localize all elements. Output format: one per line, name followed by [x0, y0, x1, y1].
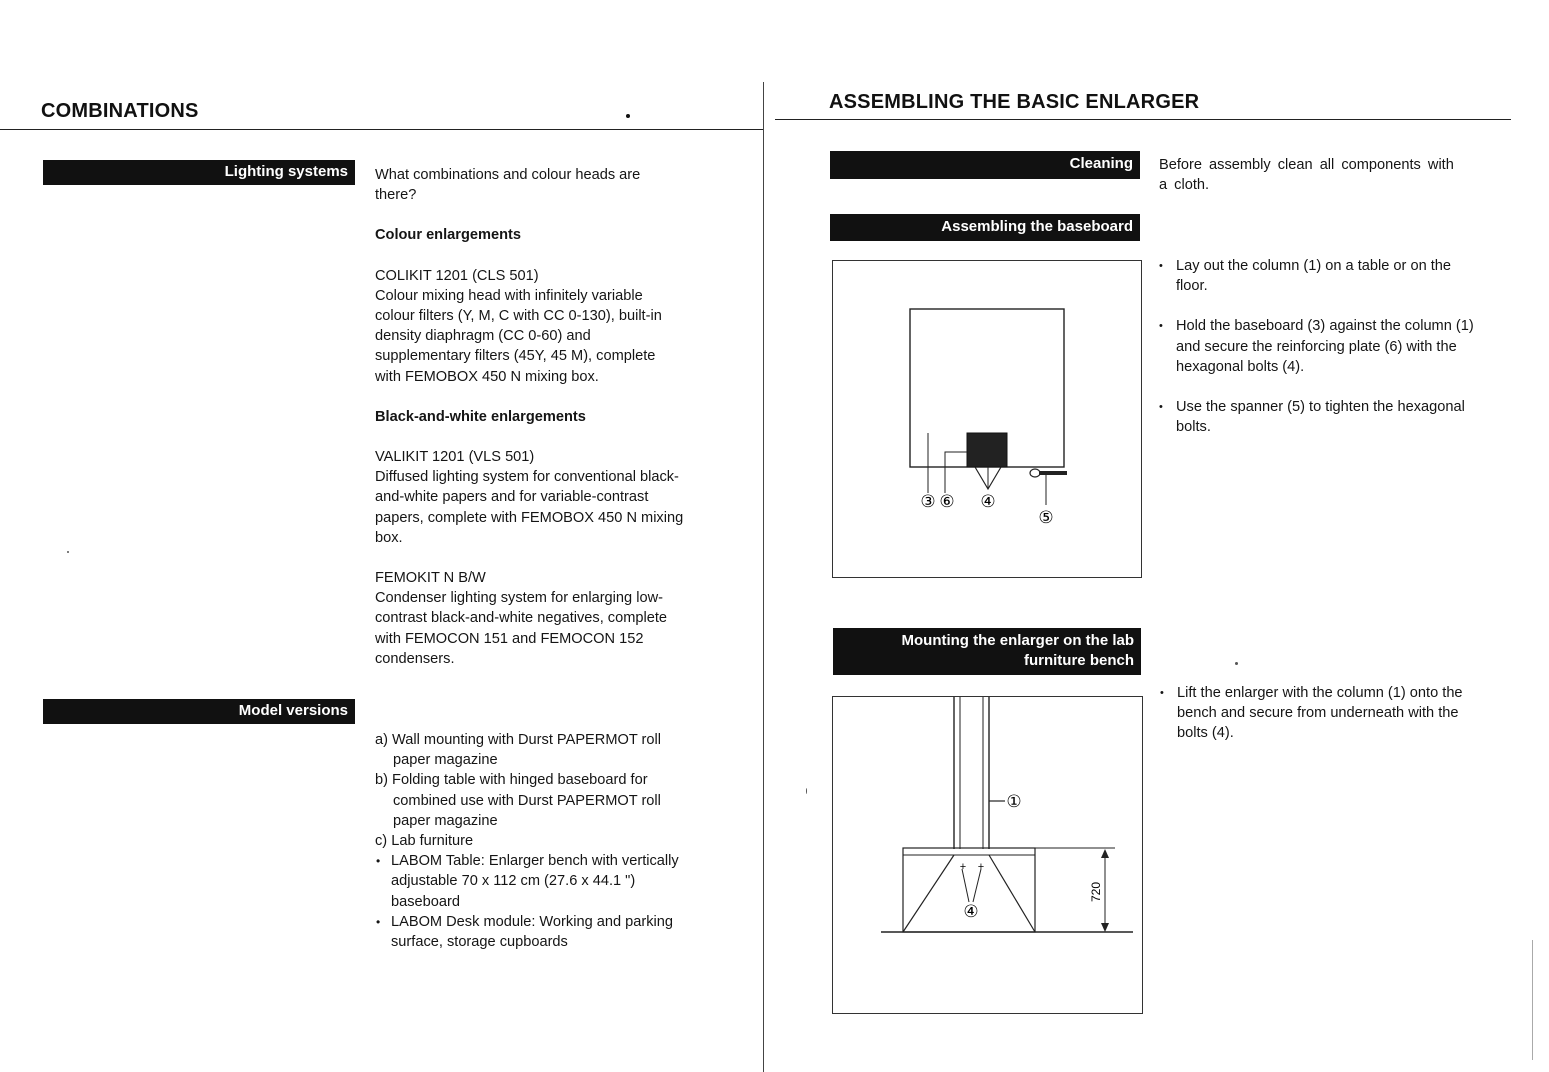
baseboard-assembly-figure [832, 260, 1142, 578]
mounting-enlarger-figure [832, 696, 1143, 1014]
model-version-item: c) Lab furniture [375, 833, 474, 850]
lab-furniture-bullet: • LABOM Desk module: Working and parking surface, storage cupboards [375, 912, 690, 952]
mounting-diagram [833, 697, 1142, 1013]
valikit-block [375, 447, 685, 548]
cleaning-text: Before assembly clean all components with a cloth. [1159, 157, 1454, 194]
left-header-rule [0, 129, 763, 130]
femokit-title: FEMOKIT N B/W [375, 570, 486, 587]
model-versions-label: Model versions [43, 699, 355, 724]
label-3: ③ [920, 492, 936, 511]
scan-speck [626, 114, 630, 118]
colikit-title: COLIKIT 1201 (CLS 501) [375, 267, 539, 284]
bench-brace-right [989, 855, 1035, 932]
lab-furniture-bullet: • LABOM Table: Enlarger bench with vertically adjustable 70 x 112 cm (27.6 x 44.1 ") baseboard [375, 851, 690, 912]
bw-enlargements-heading: Black-and-white enlargements [375, 408, 586, 425]
right-page-title: ASSEMBLING THE BASIC ENLARGER [829, 91, 1200, 113]
combinations-question: What combinations and colour heads are there? [375, 167, 641, 204]
scan-edge-mark [1532, 940, 1533, 1060]
mounting-enlarger-label: Mounting the enlarger on the lab furniture bench [833, 628, 1141, 675]
scan-speck [806, 788, 807, 794]
baseboard-step: • Use the spanner (5) to tighten the hexagonal bolts. [1159, 397, 1479, 437]
dimension-value: 720 [1089, 881, 1103, 902]
lighting-systems-label: Lighting systems [43, 160, 355, 185]
baseboard-step: • Hold the baseboard (3) against the column (1) and secure the reinforcing plate (6) with the hexagonal bolts (4). [1159, 316, 1479, 377]
femokit-description: Condenser lighting system for enlarging low-contrast black-and-white negatives, complete with FEMOCON 151 and FEMOCON 152 condensers. [375, 590, 668, 667]
colikit-block [375, 266, 685, 387]
label-1: ① [1006, 792, 1022, 811]
mounting-steps-list [1160, 683, 1485, 744]
label-6: ⑥ [939, 492, 955, 511]
model-version-item: b) Folding table with hinged baseboard for combined use with Durst PAPERMOT roll paper magazine [375, 772, 661, 829]
baseboard-step: • Lay out the column (1) on a table or on the floor. [1159, 256, 1479, 296]
reinforcing-plate [967, 433, 1007, 467]
leader-line-6 [945, 452, 967, 493]
scan-speck [1235, 662, 1238, 665]
baseboard-diagram [833, 261, 1141, 577]
label-4: ④ [963, 902, 979, 921]
mounting-step: • Lift the enlarger with the column (1) onto the bench and secure from underneath with the bolts (4). [1160, 683, 1485, 744]
label-5: ⑤ [1038, 508, 1054, 527]
spanner-head [1030, 469, 1040, 477]
bolt-mark: + [977, 861, 985, 873]
bolt-mark: + [959, 861, 967, 873]
baseboard-instructions [1159, 256, 1479, 457]
cleaning-label: Cleaning [830, 151, 1140, 179]
dimension-arrow-bottom [1101, 923, 1109, 932]
label-4: ④ [980, 492, 996, 511]
scan-speck [67, 551, 69, 553]
model-versions-list [375, 730, 690, 952]
mounting-instructions [1160, 683, 1485, 764]
page-fold-line [763, 82, 764, 1072]
right-header-rule [775, 119, 1511, 120]
model-versions-content [375, 730, 690, 952]
lighting-systems-content [375, 165, 685, 689]
bolt-leader-right [973, 869, 981, 902]
bench-brace-left [903, 855, 954, 932]
femokit-block [375, 568, 685, 669]
colikit-description: Colour mixing head with infinitely variable colour filters (Y, M, C with CC 0-130), built-in density diaphragm (CC 0-60) and supplementary filters (45Y, 45 M), complete with FEMOBOX 450 N mixing box. [375, 287, 662, 385]
model-version-item: a) Wall mounting with Durst PAPERMOT roll paper magazine [375, 732, 662, 769]
valikit-description: Diffused lighting system for conventional black-and-white papers and for variable-contrast papers, complete with FEMOBOX 450 N mixing box. [375, 469, 684, 546]
spanner-handle [1039, 471, 1067, 475]
assembling-baseboard-label: Assembling the baseboard [830, 214, 1140, 241]
bolt-leader-left [962, 869, 969, 902]
left-page-title: COMBINATIONS [41, 100, 199, 122]
baseboard-steps-list [1159, 256, 1479, 437]
dimension-arrow-top [1101, 849, 1109, 858]
colour-enlargements-heading: Colour enlargements [375, 227, 521, 244]
valikit-title: VALIKIT 1201 (VLS 501) [375, 449, 535, 466]
